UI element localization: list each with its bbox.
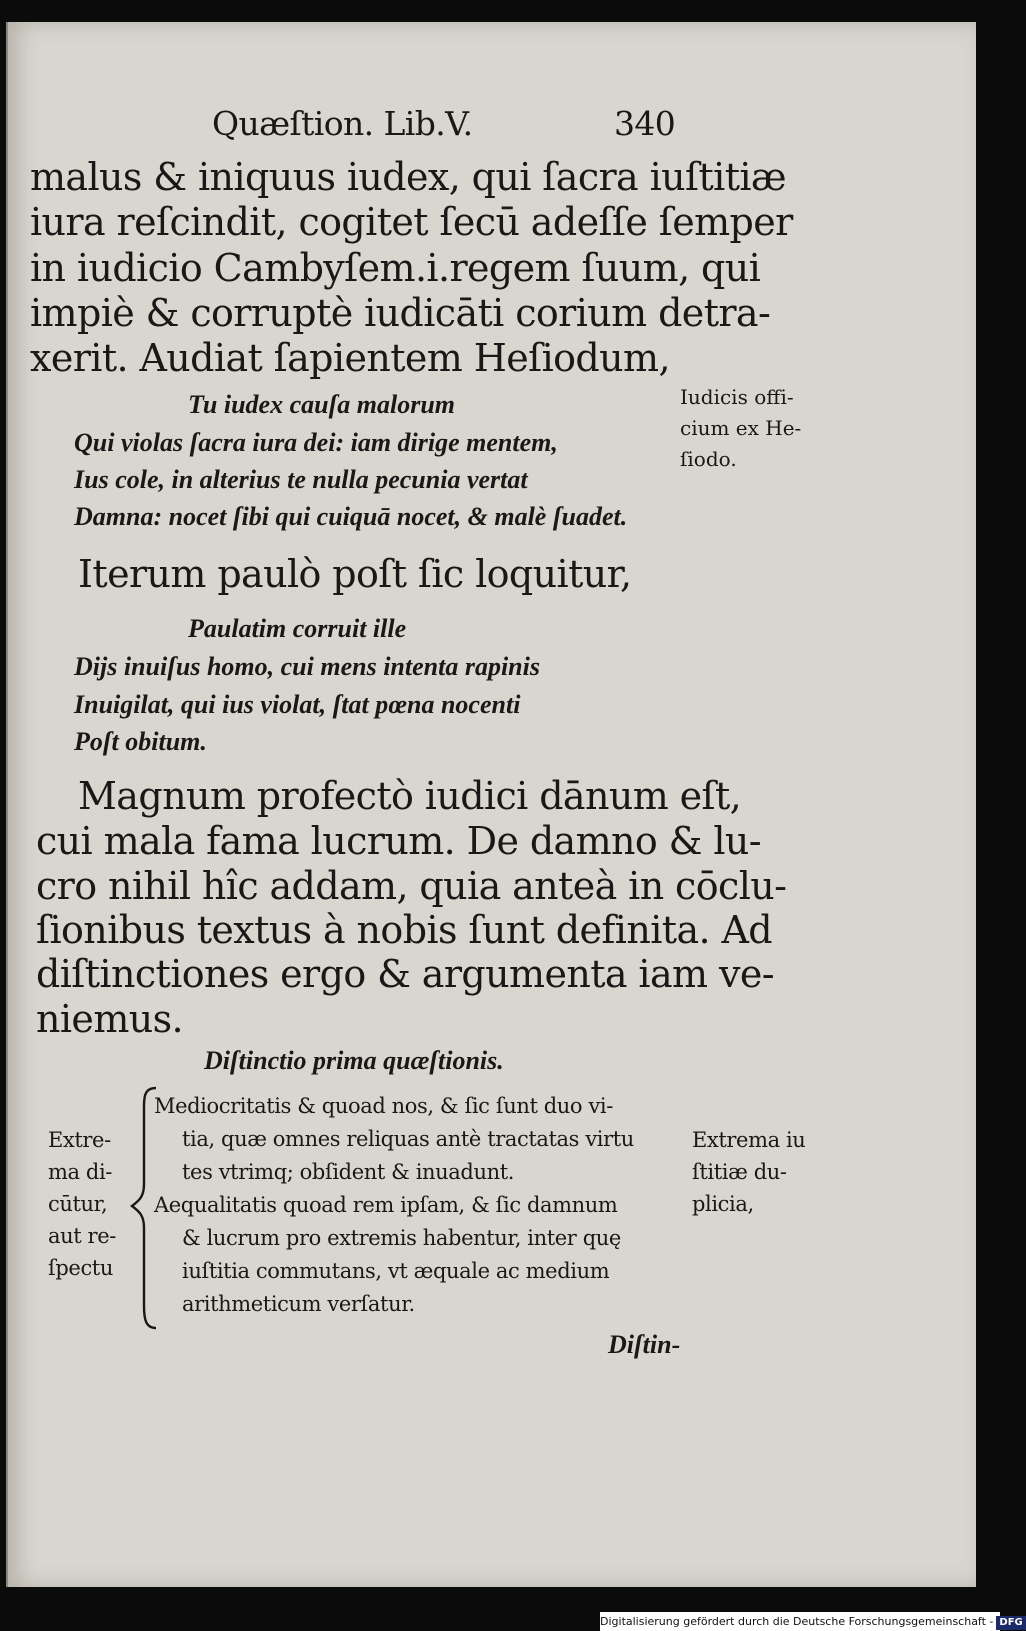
text-line: diſtinctiones ergo & argumenta iam ve-: [36, 952, 774, 996]
verse-line: Ius cole, in alterius te nulla pecunia vertat: [74, 465, 528, 494]
book-page: [6, 22, 976, 1587]
catchword: Diſtin-: [608, 1330, 681, 1359]
margin-note-line: ſtitiæ du-: [692, 1160, 787, 1184]
margin-note-line: Iudicis offi-: [680, 385, 794, 409]
verse-line: Damna: nocet ſibi qui cuiquā nocet, & malè ſuadet.: [74, 502, 628, 531]
text-line: niemus.: [36, 997, 184, 1041]
diagram-left-label-line: cūtur,: [48, 1192, 108, 1216]
diagram-branch-line: tes vtrimq; obſident & inuadunt.: [182, 1160, 515, 1184]
margin-note-line: ſiodo.: [680, 447, 737, 471]
verse-line: Poſt obitum.: [74, 727, 207, 756]
margin-note-line: cium ex He-: [680, 416, 802, 440]
text-line: iura reſcindit, cogitet ſecū adeſſe ſemper: [30, 200, 793, 244]
diagram-branch-line: arithmeticum verſatur.: [182, 1292, 415, 1316]
digitization-footer: [600, 1612, 1023, 1631]
diagram-left-label-line: ſpectu: [48, 1256, 113, 1280]
margin-note: [692, 1124, 805, 1220]
text-line: cui mala fama lucrum. De damno & lu-: [36, 819, 762, 863]
section-heading: Diſtinctio prima quæſtionis.: [204, 1046, 504, 1075]
text-line: in iudicio Cambyſem.i.regem ſuum, qui: [30, 246, 761, 290]
diagram-branch-line: Aequalitatis quoad rem ipſam, & ſic damnum: [154, 1193, 618, 1217]
footer-text: Digitalisierung gefördert durch die Deutsche Forschungsgemeinschaft -: [600, 1615, 994, 1628]
dfg-logo: DFG: [996, 1616, 1025, 1630]
text-line: impiè & corruptè iudicāti corium detra-: [30, 291, 771, 335]
diagram-branch-line: & lucrum pro extremis habentur, inter quę: [182, 1226, 621, 1250]
diagram-left-label-line: Extre-: [48, 1128, 111, 1152]
verse-line: Paulatim corruit ille: [188, 614, 407, 643]
verse-line: Inuigilat, qui ius violat, ſtat pœna nocenti: [74, 690, 521, 719]
verse-line: Tu iudex cauſa malorum: [188, 390, 456, 419]
verse-line: Dijs inuiſus homo, cui mens intenta rapinis: [74, 652, 540, 681]
verse-line: Qui violas ſacra iura dei: iam dirige mentem,: [74, 428, 558, 457]
page-number: 340: [614, 104, 676, 143]
diagram-branch-line: tia, quæ omnes reliquas antè tractatas virtu: [182, 1127, 634, 1151]
text-line: xerit. Audiat ſapientem Heſiodum,: [30, 336, 670, 380]
margin-note: [680, 382, 801, 475]
text-line: Iterum paulò poſt ſic loquitur,: [78, 552, 632, 596]
text-line: cro nihil hîc addam, quia anteà in cōclu-: [36, 864, 787, 908]
margin-note-line: Extrema iu: [692, 1128, 806, 1152]
diagram-branch-line: iuſtitia commutans, vt æquale ac medium: [182, 1259, 610, 1283]
text-line: Magnum profectò iudici dānum eſt,: [78, 774, 742, 818]
diagram-left-label: [48, 1124, 116, 1284]
diagram-left-label-line: aut re-: [48, 1224, 116, 1248]
diagram-branch-line: Mediocritatis & quoad nos, & ſic ſunt duo vi-: [154, 1094, 613, 1118]
diagram-left-label-line: ma di-: [48, 1160, 112, 1184]
margin-note-line: plicia,: [692, 1192, 754, 1216]
diagram-branch-text: [154, 1090, 634, 1321]
text-line: malus & iniquus iudex, qui ſacra iuſtitiæ: [30, 155, 787, 199]
running-title: Quæſtion. Lib.V.: [212, 104, 473, 143]
text-line: ſionibus textus à nobis ſunt definita. Ad: [36, 908, 773, 952]
